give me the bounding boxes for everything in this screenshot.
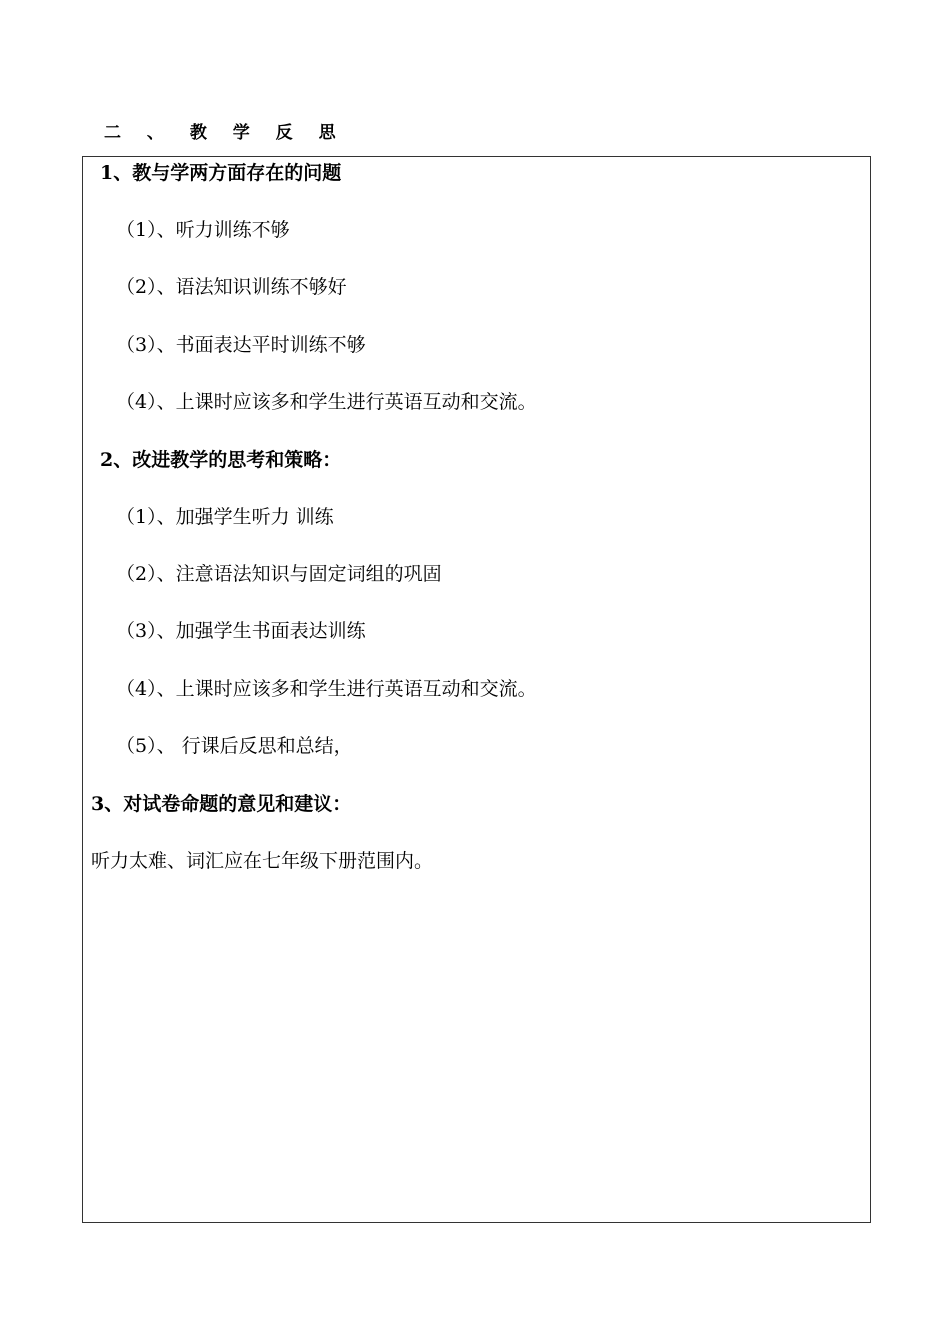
section2-item-5: （5）、 行课后反思和总结， [116, 735, 353, 757]
page-heading: 二 、 教 学 反 思 [104, 123, 346, 143]
reflection-box [82, 156, 871, 1223]
section1-item-1: （1）、听力训练不够 [116, 219, 290, 241]
section3-title: 3、对试卷命题的意见和建议： [91, 793, 352, 815]
section1-item-4: （4）、上课时应该多和学生进行英语互动和交流。 [116, 391, 537, 413]
section2-item-2: （2）、注意语法知识与固定词组的巩固 [116, 563, 442, 585]
section2-title: 2、改进教学的思考和策略： [100, 449, 342, 471]
section1-item-3: （3）、书面表达平时训练不够 [116, 334, 366, 356]
section1-title: 1、教与学两方面存在的问题 [100, 162, 342, 184]
section3-text: 听力太难、词汇应在七年级下册范围内。 [91, 850, 434, 872]
section2-item-3: （3）、加强学生书面表达训练 [116, 620, 366, 642]
section2-item-1: （1）、加强学生听力 训练 [116, 506, 334, 528]
section2-item-4: （4）、上课时应该多和学生进行英语互动和交流。 [116, 678, 537, 700]
section1-item-2: （2）、语法知识训练不够好 [116, 276, 347, 298]
